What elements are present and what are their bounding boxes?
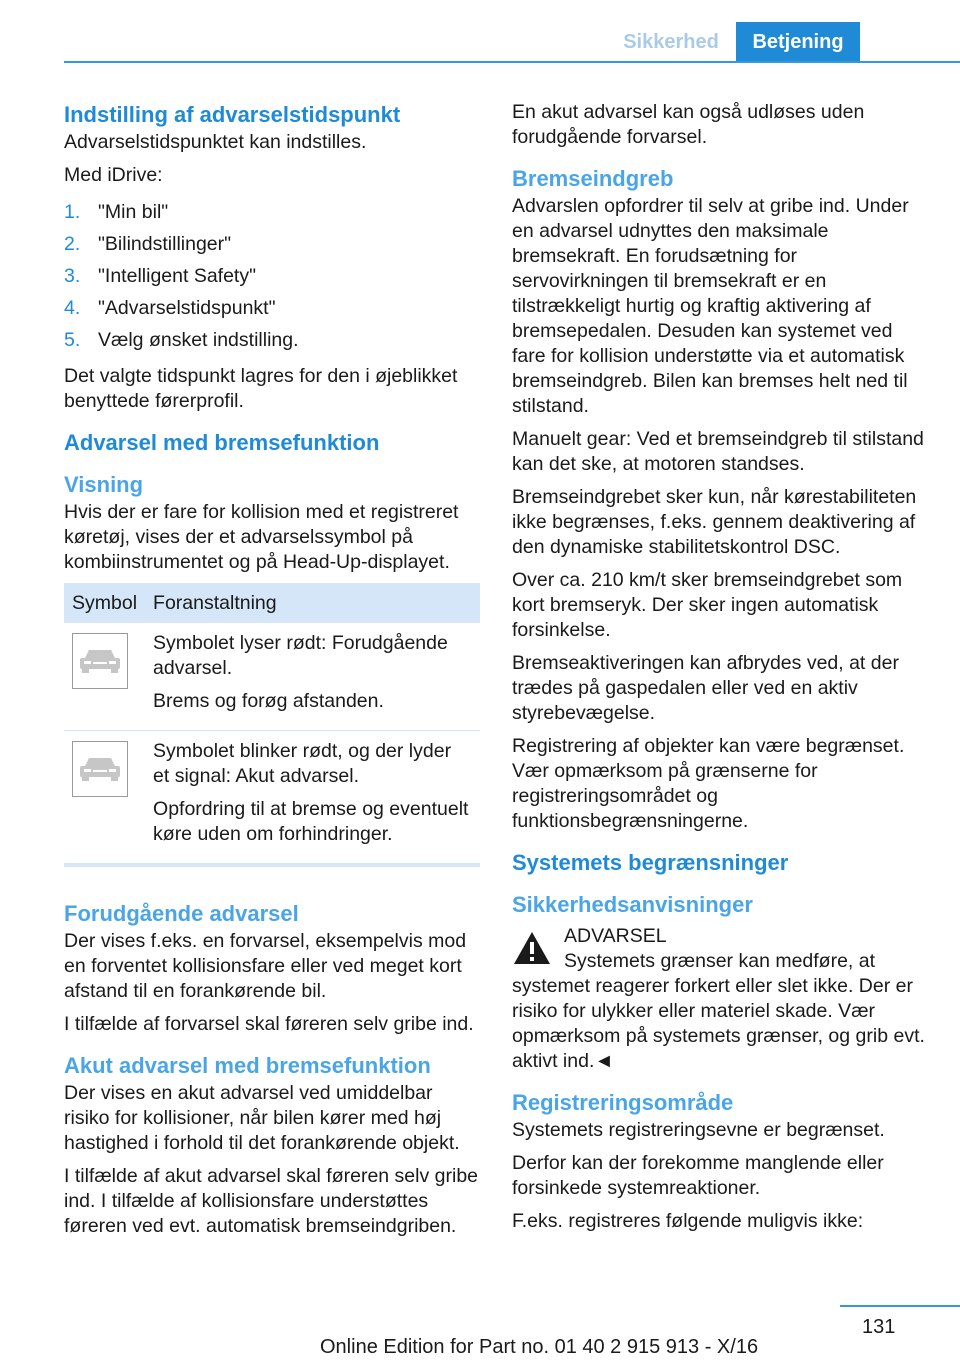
list-item: 2. "Bilindstillinger"	[64, 233, 232, 255]
warning-block	[512, 924, 928, 1074]
paragraph-acute-2: I tilfælde af akut advarsel skal føreren selv gribe ind. I tilfælde af kollisionsfare understøttes føreren ved evt. automatisk bremseindgriben.	[64, 1165, 479, 1237]
paragraph-intro: En akut advarsel kan også udløses uden forudgående forvarsel.	[512, 101, 865, 148]
page-number: 131	[862, 1316, 896, 1338]
paragraph-timing: Advarselstidspunktet kan indstilles.	[64, 131, 367, 153]
paragraph-brake-2: Manuelt gear: Ved et bremseindgreb til stilstand kan det ske, at motoren standses.	[512, 428, 924, 475]
footer-rule	[840, 1305, 960, 1307]
table-row	[64, 731, 480, 866]
paragraph-brake-6: Registrering af objekter kan være begrænset. Vær opmærksom på grænserne for registreringsområdet og funktionsbegrænsningerne.	[512, 735, 905, 832]
heading-brake-intervention: Bremseindgreb	[512, 166, 674, 191]
paragraph-brake-3: Bremseindgrebet sker kun, når kørestabiliteten ikke begrænses, f.eks. gennem deaktivering af den dynamiske stabilitetskontrol DSC.	[512, 486, 917, 558]
heading-detection-range: Registreringsområde	[512, 1090, 734, 1115]
heading-display: Visning	[64, 472, 144, 497]
list-item: 4. "Advarselstidspunkt"	[64, 297, 276, 319]
table-cell-text: Opfordring til at bremse og eventuelt køre uden om forhindringer.	[153, 798, 469, 845]
paragraph-range-1: Systemets registreringsevne er begrænset.	[512, 1119, 885, 1141]
table-cell-text: Symbolet lyser rødt: Forudgående advarsel.	[153, 632, 448, 679]
warning-title: ADVARSEL	[564, 925, 667, 947]
table-header-action: Foranstaltning	[145, 583, 480, 623]
car-warning-icon	[72, 633, 128, 689]
list-item: 3. "Intelligent Safety"	[64, 265, 257, 287]
paragraph-acute-1: Der vises en akut advarsel ved umiddelbar risiko for kollisioner, når bilen kører med høj hastighed i forhold til det forankørende objekt.	[64, 1082, 460, 1154]
car-warning-icon	[72, 741, 128, 797]
paragraph-brake-5: Bremseaktiveringen kan afbrydes ved, at der trædes på gaspedalen eller ved en aktiv styrebevægelse.	[512, 652, 899, 724]
paragraph-display: Hvis der er fare for kollision med et registreret køretøj, vises der et advarselssymbol på kombiinstrumentet og på Head-Up-displayet.	[64, 501, 459, 573]
heading-system-limits: Systemets begrænsninger	[512, 850, 789, 875]
tab-sikkerhed[interactable]: Sikkerhed	[606, 22, 736, 62]
footer-edition: Online Edition for Part no. 01 40 2 915 913 - X/16	[320, 1336, 759, 1358]
paragraph-saved: Det valgte tidspunkt lagres for den i øjeblikket benyttede førerprofil.	[64, 365, 458, 412]
warning-triangle-icon	[512, 930, 552, 966]
paragraph-range-3: F.eks. registreres følgende muligvis ikke:	[512, 1210, 864, 1232]
heading-brake-warning: Advarsel med bremsefunktion	[64, 430, 380, 455]
symbol-table	[64, 583, 480, 867]
paragraph-brake-1: Advarslen opfordrer til selv at gribe ind. Under en advarsel udnyttes den maksimale bremsekraft. En forudsætning for servovirkningen til bremsekraft er en tilstrækkeligt hurtig og kraftig aktivering af bremsepedalen. Desuden kan systemet ved fare for kollision understøtte via et automatisk bremseindgreb. Bilen kan bremses helt ned til stilstand.	[512, 195, 909, 417]
right-column	[512, 100, 928, 1242]
heading-warning-timing: Indstilling af advarselstidspunkt	[64, 102, 401, 127]
paragraph-brake-4: Over ca. 210 km/t sker bremseindgrebet som kort bremseryk. Der sker ingen automatisk forsinkelse.	[512, 569, 903, 641]
list-item: 1. "Min bil"	[64, 201, 169, 223]
paragraph-range-2: Derfor kan der forekomme manglende eller forsinkede systemreaktioner.	[512, 1152, 884, 1199]
paragraph-idrive: Med iDrive:	[64, 164, 163, 186]
paragraph-pre-warning-2: I tilfælde af forvarsel skal føreren selv gribe ind.	[64, 1013, 474, 1035]
heading-safety-notes: Sikkerhedsanvisninger	[512, 892, 753, 917]
paragraph-pre-warning-1: Der vises f.eks. en forvarsel, eksempelvis mod en forventet kollisionsfare eller ved meget kort afstand til en forankørende bil.	[64, 930, 467, 1002]
table-cell-text: Symbolet blinker rødt, og der lyder et signal: Akut advarsel.	[153, 740, 452, 787]
heading-pre-warning: Forudgående advarsel	[64, 901, 299, 926]
table-cell-text: Brems og forøg afstanden.	[153, 690, 384, 712]
idrive-steps-list	[64, 196, 480, 356]
tab-betjening[interactable]: Betjening	[736, 22, 860, 62]
header-rule	[64, 61, 960, 63]
warning-text: Systemets grænser kan medføre, at systemet reagerer forkert eller slet ikke. Der er risiko for ulykker eller materiel skade. Vær opmærksom på systemets grænser, og grib evt. aktivt ind.◄	[512, 950, 925, 1072]
left-column	[64, 100, 480, 1247]
table-header-symbol: Symbol	[64, 583, 145, 623]
heading-acute-warning: Akut advarsel med bremsefunktion	[64, 1053, 431, 1078]
table-row	[64, 623, 480, 731]
list-item: 5. Vælg ønsket indstilling.	[64, 329, 299, 351]
